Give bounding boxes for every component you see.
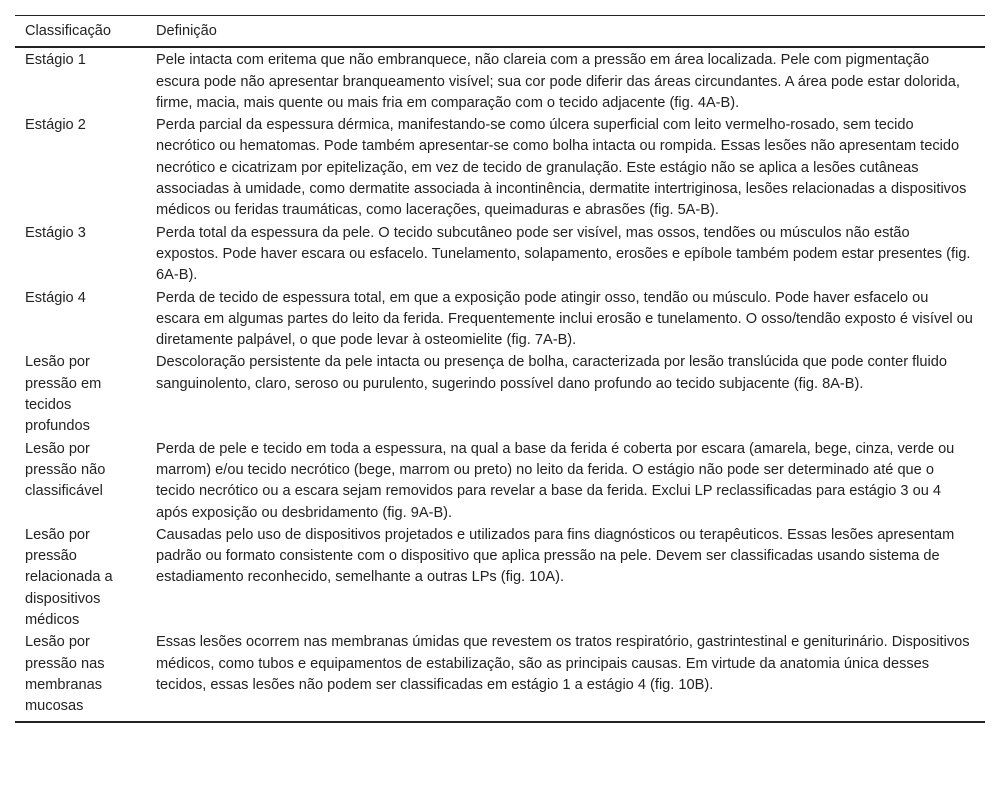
header-definition: Definição (146, 16, 985, 48)
row-definition: Pele intacta com eritema que não embranquece, não clareia com a pressão em área localizada. Pele com pigmentação escura pode não apresentar branqueamento visível; sua cor pode diferir das áreas circundantes. A área pode estar dolorida, firme, macia, mais quente ou mais fria em comparação com o tecido adjacente (fig. 4A-B). (156, 52, 960, 111)
table-row (15, 352, 985, 438)
row-classification: Lesão por pressão em tecidos profundos (25, 354, 102, 435)
row-classification: Estágio 2 (25, 117, 86, 134)
row-classification: Estágio 1 (25, 52, 86, 69)
classification-table-container (15, 15, 985, 723)
table-row (15, 439, 985, 525)
row-classification: Estágio 3 (25, 224, 86, 241)
table-row (15, 47, 985, 115)
row-definition: Causadas pelo uso de dispositivos projetados e utilizados para fins diagnósticos ou terapêuticos. Essas lesões apresentam padrão ou formato consistente com o dispositivo que aplica pressão na pele. Devem ser classificadas usando sistema de estadiamento reconhecido, semelhante a outras LPs (fig. 10A). (156, 526, 955, 586)
table-body (15, 47, 985, 721)
table-row (15, 525, 985, 632)
table-row (15, 288, 985, 353)
row-definition: Descoloração persistente da pele intacta ou presença de bolha, caracterizada por lesão translúcida que pode conter fluido sanguinolento, claro, seroso ou purulento, sugerindo possível dano profundo ao tecido subjacente (fig. 8A-B). (156, 354, 947, 392)
row-classification: Estágio 4 (25, 289, 86, 306)
row-definition: Essas lesões ocorrem nas membranas úmidas que revestem os tratos respiratório, gastrintestinal e geniturinário. Dispositivos médicos, como tubos e equipamentos de estabilização, são as principais causas. Em virtude da anatomia única desses tecidos, essas lesões não podem ser classificadas em estágio 1 a estágio 4 (fig. 10B). (146, 632, 985, 721)
header-row (15, 16, 985, 48)
row-classification: Lesão por pressão não classificável (25, 440, 106, 500)
table-row (15, 632, 985, 721)
table-row (15, 223, 985, 288)
header-classification: Classificação (15, 16, 146, 48)
pressure-injury-classification-table (15, 15, 985, 723)
row-classification: Lesão por pressão nas membranas mucosas (15, 632, 146, 721)
row-definition: Perda de pele e tecido em toda a espessura, na qual a base da ferida é coberta por escara (amarela, bege, cinza, verde ou marrom) e/ou tecido necrótico (bege, marrom ou preto) no leito da ferida. O estágio não pode ser determinado até que o tecido necrótico ou a escara sejam removidos para revelar a base da ferida. Exclui LP reclassificadas para estágio 3 ou 4 após exposição ou desbridamento (fig. 9A-B). (156, 440, 955, 521)
row-definition: Perda parcial da espessura dérmica, manifestando-se como úlcera superficial com leito vermelho-rosado, sem tecido necrótico ou hematomas. Pode também apresentar-se como bolha intacta ou rompida. Essas lesões não apresentam tecido necrótico e cicatrizam por epitelização, em vez de tecido de granulação. Este estágio não se aplica a lesões cutâneas associadas à umidade, como dermatite associada à incontinência, dermatite intertriginosa, lesões relacionadas a dispositivos médicos ou feridas traumáticas, como lacerações, queimaduras e abrasões (fig. 5A-B). (156, 117, 967, 219)
row-classification: Lesão por pressão relacionada a dispositivos médicos (25, 526, 113, 629)
row-definition: Perda de tecido de espessura total, em que a exposição pode atingir osso, tendão ou músculo. Pode haver esfacelo ou escara em algumas partes do leito da ferida. Frequentemente inclui erosão e tunelamento. O osso/tendão exposto é visível ou diretamente palpável, o que pode levar à osteomielite (fig. 7A-B). (156, 289, 973, 349)
table-header (15, 16, 985, 48)
table-row (15, 115, 985, 222)
row-definition: Perda total da espessura da pele. O tecido subcutâneo pode ser visível, mas ossos, tendões ou músculos não estão expostos. Pode haver escara ou esfacelo. Tunelamento, solapamento, erosões e epíbole também podem estar presentes (fig. 6A-B). (156, 224, 971, 284)
